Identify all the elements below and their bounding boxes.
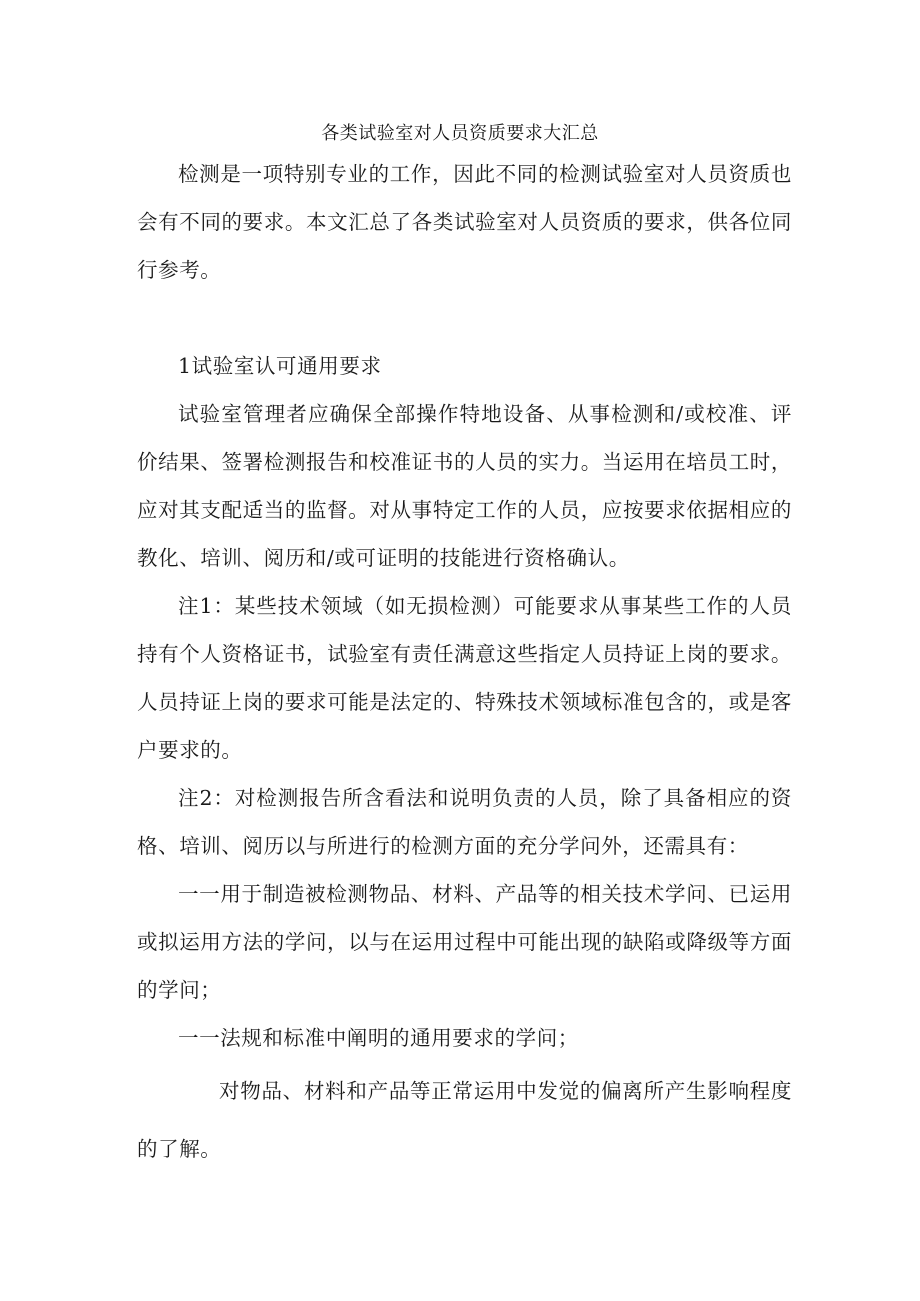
document-body [137,150,792,1178]
paragraph-list-item-1: 一一用于制造被检测物品、材料、产品等的相关技术学问、已运用或拟运用方法的学问，以与在运用过程中可能出现的缺陷或降级等方面的学问； [137,882,792,1002]
document-title: 各类试验室对人员资质要求大汇总 [321,123,599,144]
paragraph-intro: 检测是一项特别专业的工作，因此不同的检测试验室对人员资质也会有不同的要求。本文汇总了各类试验室对人员资质的要求，供各位同行参考。 [137,162,792,282]
paragraph-list-item-3: 对物品、材料和产品等正常运用中发觉的偏离所产生影响程度的了解。 [137,1079,792,1161]
section-heading: 1试验室认可通用要求 [178,354,382,378]
paragraph-general-requirements: 试验室管理者应确保全部操作特地设备、从事检测和/或校准、评价结果、签署检测报告和校准证书的人员的实力。当运用在培员工时，应对其支配适当的监督。对从事特定工作的人员，应按要求依据相应的教化、培训、阅历和/或可证明的技能进行资格确认。 [137,402,792,570]
paragraph-list-item-2: 一一法规和标准中阐明的通用要求的学问； [178,1026,579,1050]
paragraph-note-2: 注2：对检测报告所含看法和说明负责的人员，除了具备相应的资格、培训、阅历以与所进行的检测方面的充分学问外，还需具有： [137,786,792,858]
paragraph-note-1: 注1：某些技术领域（如无损检测）可能要求从事某些工作的人员持有个人资格证书，试验室有责任满意这些指定人员持证上岗的要求。人员持证上岗的要求可能是法定的、特殊技术领域标准包含的，或是客户要求的。 [137,594,792,762]
